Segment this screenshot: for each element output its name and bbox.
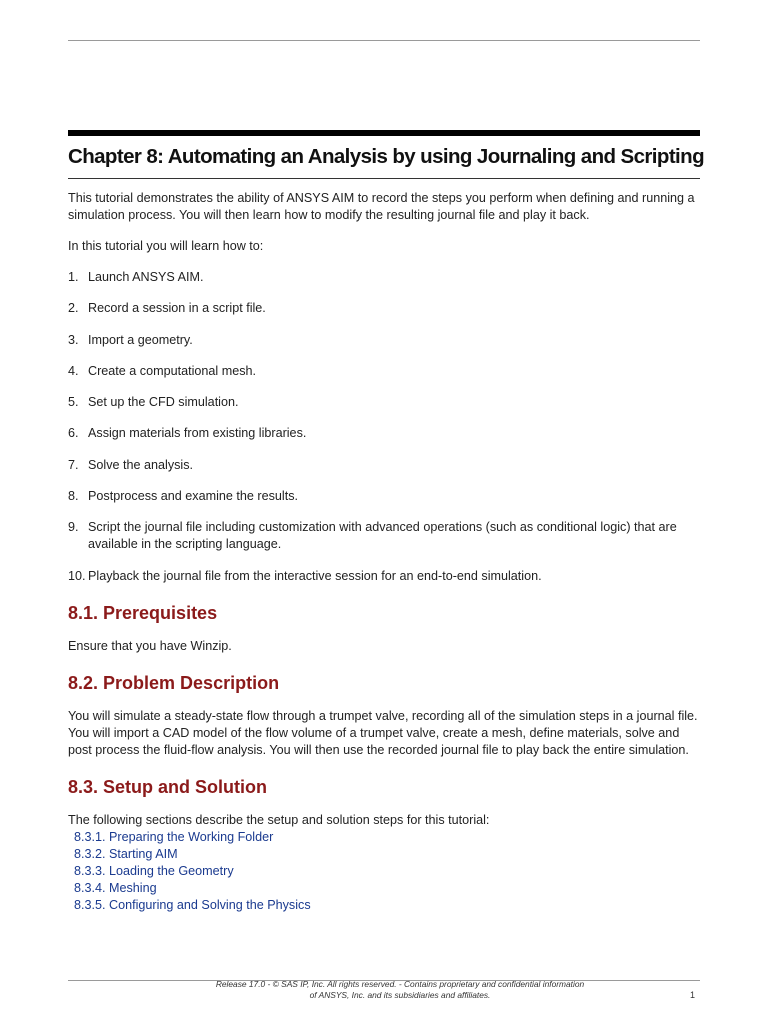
- link-starting-aim[interactable]: 8.3.2. Starting AIM: [74, 846, 178, 861]
- list-text: Launch ANSYS AIM.: [88, 270, 204, 284]
- section-heading-problem-description: 8.2. Problem Description: [68, 672, 280, 693]
- list-item: [68, 300, 700, 317]
- list-number: 7.: [68, 457, 79, 472]
- list-text: Solve the analysis.: [88, 457, 194, 472]
- list-text: Create a computational mesh.: [88, 363, 257, 378]
- intro-lead: In this tutorial you will learn how to:: [68, 239, 264, 253]
- chapter-bar: [68, 130, 700, 136]
- list-number: 8.: [68, 489, 79, 504]
- list-text: Postprocess and examine the results.: [88, 489, 299, 504]
- section-heading-setup-and-solution: 8.3. Setup and Solution: [68, 776, 268, 797]
- list-text: Script the journal file including customization with advanced operations (such as conditional logic) that are available in the scripting language.: [88, 520, 677, 552]
- list-item: [68, 363, 700, 380]
- list-item: [74, 846, 700, 863]
- chapter-title: Chapter 8: Automating an Analysis by using Journaling and Scripting: [68, 145, 704, 168]
- list-text: Import a geometry.: [88, 332, 193, 347]
- section-links: [74, 829, 700, 914]
- list-item: [74, 880, 700, 897]
- list-item: [68, 425, 700, 442]
- list-item: [74, 863, 700, 880]
- link-configuring-solving-physics[interactable]: 8.3.5. Configuring and Solving the Physics: [74, 897, 311, 912]
- setup-intro-text: The following sections describe the setup and solution steps for this tutorial:: [68, 812, 490, 827]
- link-meshing[interactable]: 8.3.4. Meshing: [74, 880, 157, 895]
- prerequisites-text: Ensure that you have Winzip.: [68, 638, 232, 653]
- list-number: 4.: [68, 363, 79, 378]
- list-item: [68, 488, 700, 505]
- list-item: [68, 269, 700, 286]
- chapter-underline: [68, 178, 700, 179]
- list-number: 5.: [68, 395, 79, 410]
- steps-list: [68, 269, 700, 585]
- list-number: 3.: [68, 332, 79, 347]
- list-item: [74, 829, 700, 846]
- list-text: Playback the journal file from the interactive session for an end-to-end simulation.: [88, 568, 542, 583]
- list-number: 10.: [68, 568, 86, 583]
- list-item: [68, 568, 700, 585]
- list-item: [68, 394, 700, 411]
- list-text: Assign materials from existing libraries.: [88, 426, 307, 441]
- page-number: 1: [690, 990, 696, 1000]
- problem-description-text: You will simulate a steady-state flow through a trumpet valve, recording all of the simulation steps in a journal file. You will import a CAD model of the flow volume of a trumpet valve, create a mesh, define materials, solve and post process the fluid-flow analysis. You will then use the recorded journal file to play back the entire simulation.: [68, 708, 698, 757]
- footer-line-2: of ANSYS, Inc. and its subsidiaries and affiliates.: [309, 990, 491, 1000]
- list-number: 1.: [68, 270, 79, 284]
- list-item: [68, 519, 700, 553]
- footer-copyright: [150, 979, 650, 1001]
- link-loading-geometry[interactable]: 8.3.3. Loading the Geometry: [74, 863, 234, 878]
- list-item: [74, 897, 700, 914]
- list-number: 2.: [68, 301, 79, 316]
- header-rule: [68, 40, 700, 41]
- document-body: [68, 190, 700, 914]
- link-preparing-working-folder[interactable]: 8.3.1. Preparing the Working Folder: [74, 829, 274, 844]
- intro-paragraph: This tutorial demonstrates the ability of ANSYS AIM to record the steps you perform when defining and running a simulation process. You will then learn how to modify the resulting journal file and play it back.: [68, 191, 695, 222]
- list-number: 6.: [68, 426, 79, 441]
- list-item: [68, 332, 700, 349]
- list-number: 9.: [68, 520, 79, 535]
- list-text: Set up the CFD simulation.: [88, 395, 239, 410]
- section-heading-prerequisites: 8.1. Prerequisites: [68, 602, 218, 623]
- footer-line-1: Release 17.0 - © SAS IP, Inc. All rights reserved. - Contains proprietary and confidential information: [215, 979, 585, 989]
- list-text: Record a session in a script file.: [88, 301, 266, 316]
- list-item: [68, 457, 700, 474]
